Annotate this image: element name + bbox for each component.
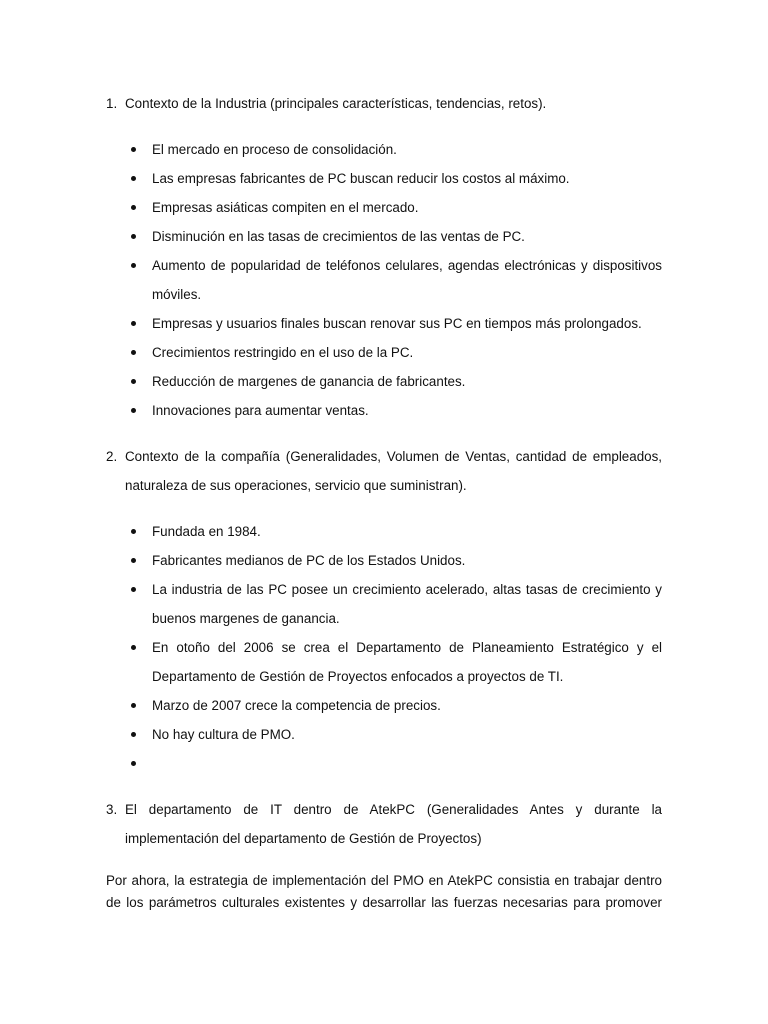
list-item xyxy=(106,309,662,338)
section-3-heading xyxy=(106,795,662,853)
bullet-icon xyxy=(106,691,152,720)
section-number: 2. xyxy=(106,449,118,464)
list-item xyxy=(106,193,662,222)
list-item-text: Empresas y usuarios finales buscan renovar sus PC en tiempos más prolongados. xyxy=(152,316,642,331)
list-item xyxy=(106,546,662,575)
bullet-icon xyxy=(106,251,152,309)
list-item-text xyxy=(152,749,662,778)
section-title: El departamento de IT dentro de AtekPC (Generalidades Antes y durante la implementación del departamento de Gestión de Proyectos) xyxy=(125,802,662,846)
list-item-text: Fundada en 1984. xyxy=(152,524,261,539)
list-item xyxy=(106,691,662,720)
section-1-bullet-list xyxy=(106,135,662,425)
list-item xyxy=(106,575,662,633)
bullet-icon xyxy=(106,546,152,575)
list-item-text: Fabricantes medianos de PC de los Estados Unidos. xyxy=(152,553,466,568)
list-item-text: Empresas asiáticas compiten en el mercado. xyxy=(152,200,419,215)
bullet-icon xyxy=(106,749,152,778)
section-number: 3. xyxy=(106,802,118,817)
bullet-icon xyxy=(106,309,152,338)
bullet-icon xyxy=(106,575,152,633)
list-item-text: Crecimientos restringido en el uso de la PC. xyxy=(152,345,414,360)
list-item-text: Innovaciones para aumentar ventas. xyxy=(152,403,369,418)
list-item-text: El mercado en proceso de consolidación. xyxy=(152,142,397,157)
section-1-heading xyxy=(106,89,662,118)
list-item-text: No hay cultura de PMO. xyxy=(152,727,295,742)
list-item-text: La industria de las PC posee un crecimiento acelerado, altas tasas de crecimiento y buenos margenes de ganancia. xyxy=(152,582,662,626)
list-item-text: Reducción de margenes de ganancia de fabricantes. xyxy=(152,374,466,389)
bullet-icon xyxy=(106,396,152,425)
bullet-icon xyxy=(106,222,152,251)
bullet-icon xyxy=(106,633,152,691)
bullet-icon xyxy=(106,367,152,396)
list-item xyxy=(106,396,662,425)
section-2-bullet-list xyxy=(106,517,662,778)
list-item xyxy=(106,135,662,164)
section-number: 1. xyxy=(106,96,118,111)
list-item xyxy=(106,338,662,367)
list-item xyxy=(106,517,662,546)
bullet-icon xyxy=(106,193,152,222)
list-item-text: Disminución en las tasas de crecimientos de las ventas de PC. xyxy=(152,229,525,244)
list-item-text: Aumento de popularidad de teléfonos celulares, agendas electrónicas y dispositivos móviles. xyxy=(152,258,662,302)
body-paragraph: Por ahora, la estrategia de implementación del PMO en AtekPC consistia en trabajar dentro de los parámetros culturales existentes y desarrollar las fuerzas necesarias para promover xyxy=(106,873,662,910)
list-item-text: Las empresas fabricantes de PC buscan reducir los costos al máximo. xyxy=(152,171,570,186)
section-title: Contexto de la compañía (Generalidades, Volumen de Ventas, cantidad de empleados, naturaleza de sus operaciones, servicio que suministran). xyxy=(125,449,662,493)
document-body xyxy=(106,89,662,927)
bullet-icon xyxy=(106,164,152,193)
section-title: Contexto de la Industria (principales características, tendencias, retos). xyxy=(125,96,547,111)
list-item-text: En otoño del 2006 se crea el Departamento de Planeamiento Estratégico y el Departamento de Gestión de Proyectos enfocados a proyectos de TI. xyxy=(152,640,662,684)
list-item xyxy=(106,251,662,309)
list-item xyxy=(106,749,662,778)
bullet-icon xyxy=(106,720,152,749)
bullet-icon xyxy=(106,135,152,164)
list-item xyxy=(106,633,662,691)
bullet-icon xyxy=(106,517,152,546)
list-item-text: Marzo de 2007 crece la competencia de precios. xyxy=(152,698,441,713)
list-item xyxy=(106,367,662,396)
list-item xyxy=(106,222,662,251)
section-2-heading xyxy=(106,442,662,500)
list-item xyxy=(106,164,662,193)
list-item xyxy=(106,720,662,749)
bullet-icon xyxy=(106,338,152,367)
